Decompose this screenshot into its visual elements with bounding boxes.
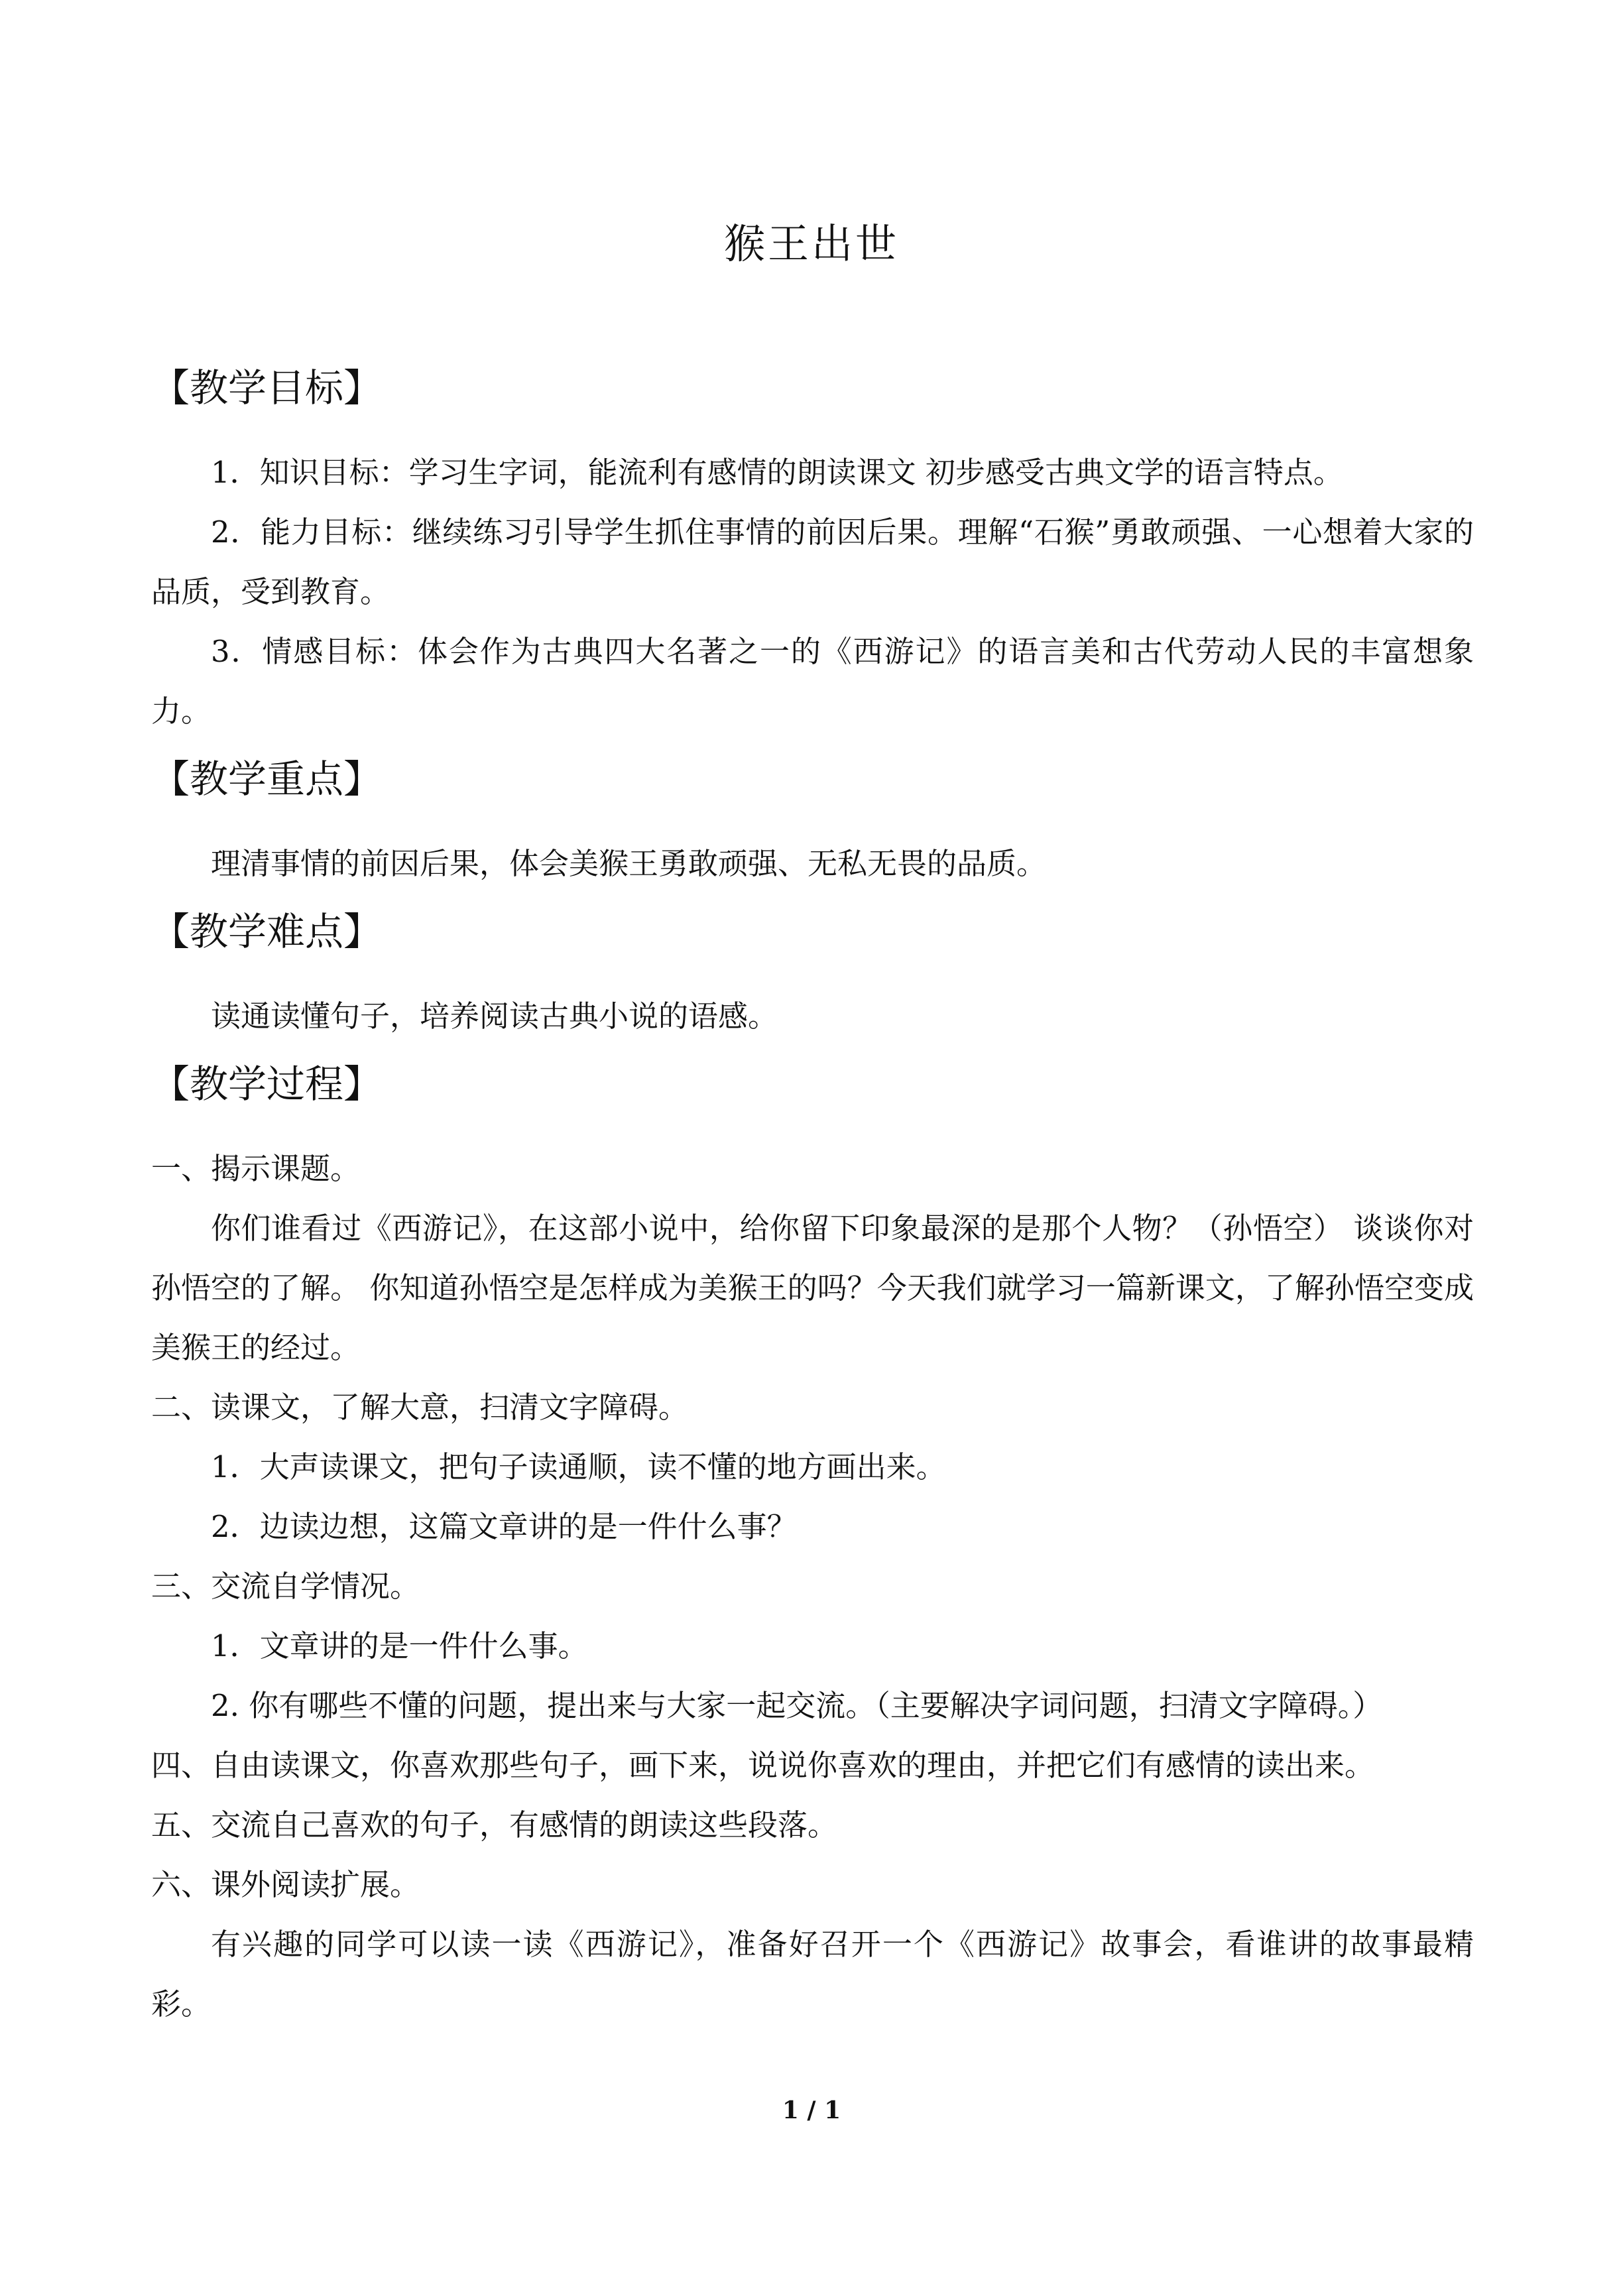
process-step-1-text: 你们谁看过《西游记》，在这部小说中，给你留下印象最深的是那个人物？（孙悟空） 谈谈你对孙悟空的了解。 你知道孙悟空是怎样成为美猴王的吗？今天我们就学习一篇新课文，了解孙悟空变成美猴王的经过。 [151,1211,1474,1365]
process-step-2-item-1: 1．大声读课文，把句子读通顺，读不懂的地方画出来。 [211,1449,946,1484]
section-heading-keypoint: 【教学重点】 [151,756,383,802]
section-heading-difficulty: 【教学难点】 [151,909,383,954]
keypoint-text: 理清事情的前因后果，体会美猴王勇敢顽强、无私无畏的品质。 [211,846,1047,881]
goal-knowledge: 1．知识目标：学习生字词，能流利有感情的朗读课文 初步感受古典文学的语言特点。 [211,455,1343,490]
section-heading-goals: 【教学目标】 [151,365,383,410]
process-step-3-item-1: 1．文章讲的是一件什么事。 [211,1628,588,1663]
process-step-6-text: 有兴趣的同学可以读一读《西游记》，准备好召开一个《西游记》故事会，看谁讲的故事最精彩。 [151,1927,1474,2022]
process-step-3: 三、交流自学情况。 [151,1569,420,1604]
process-step-5: 五、交流自己喜欢的句子，有感情的朗读这些段落。 [151,1807,838,1843]
difficulty-text: 读通读懂句子，培养阅读古典小说的语感。 [211,998,778,1034]
page-number: 1 / 1 [782,2096,841,2124]
process-step-4: 四、自由读课文，你喜欢那些句子，画下来，说说你喜欢的理由，并把它们有感情的读出来。 [151,1748,1375,1783]
section-heading-process: 【教学过程】 [151,1061,383,1107]
process-step-1: 一、揭示课题。 [151,1151,361,1186]
document-body [151,358,1474,2034]
process-step-2: 二、读课文，了解大意，扫清文字障碍。 [151,1390,689,1425]
goal-ability: 2．能力目标：继续练习引导学生抓住事情的前因后果。理解“石猴”勇敢顽强、一心想着大家的品质，受到教育。 [151,514,1474,609]
process-step-2-item-2: 2．边读边想，这篇文章讲的是一件什么事？ [211,1509,797,1544]
goal-emotion: 3．情感目标：体会作为古典四大名著之一的《西游记》的语言美和古代劳动人民的丰富想象力。 [151,634,1474,729]
process-step-6: 六、课外阅读扩展。 [151,1867,420,1902]
process-step-3-item-2: 2. 你有哪些不懂的问题，提出来与大家一起交流。（主要解决字词问题，扫清文字障碍。） [211,1688,1383,1723]
page-title: 猴王出世 [723,219,899,268]
